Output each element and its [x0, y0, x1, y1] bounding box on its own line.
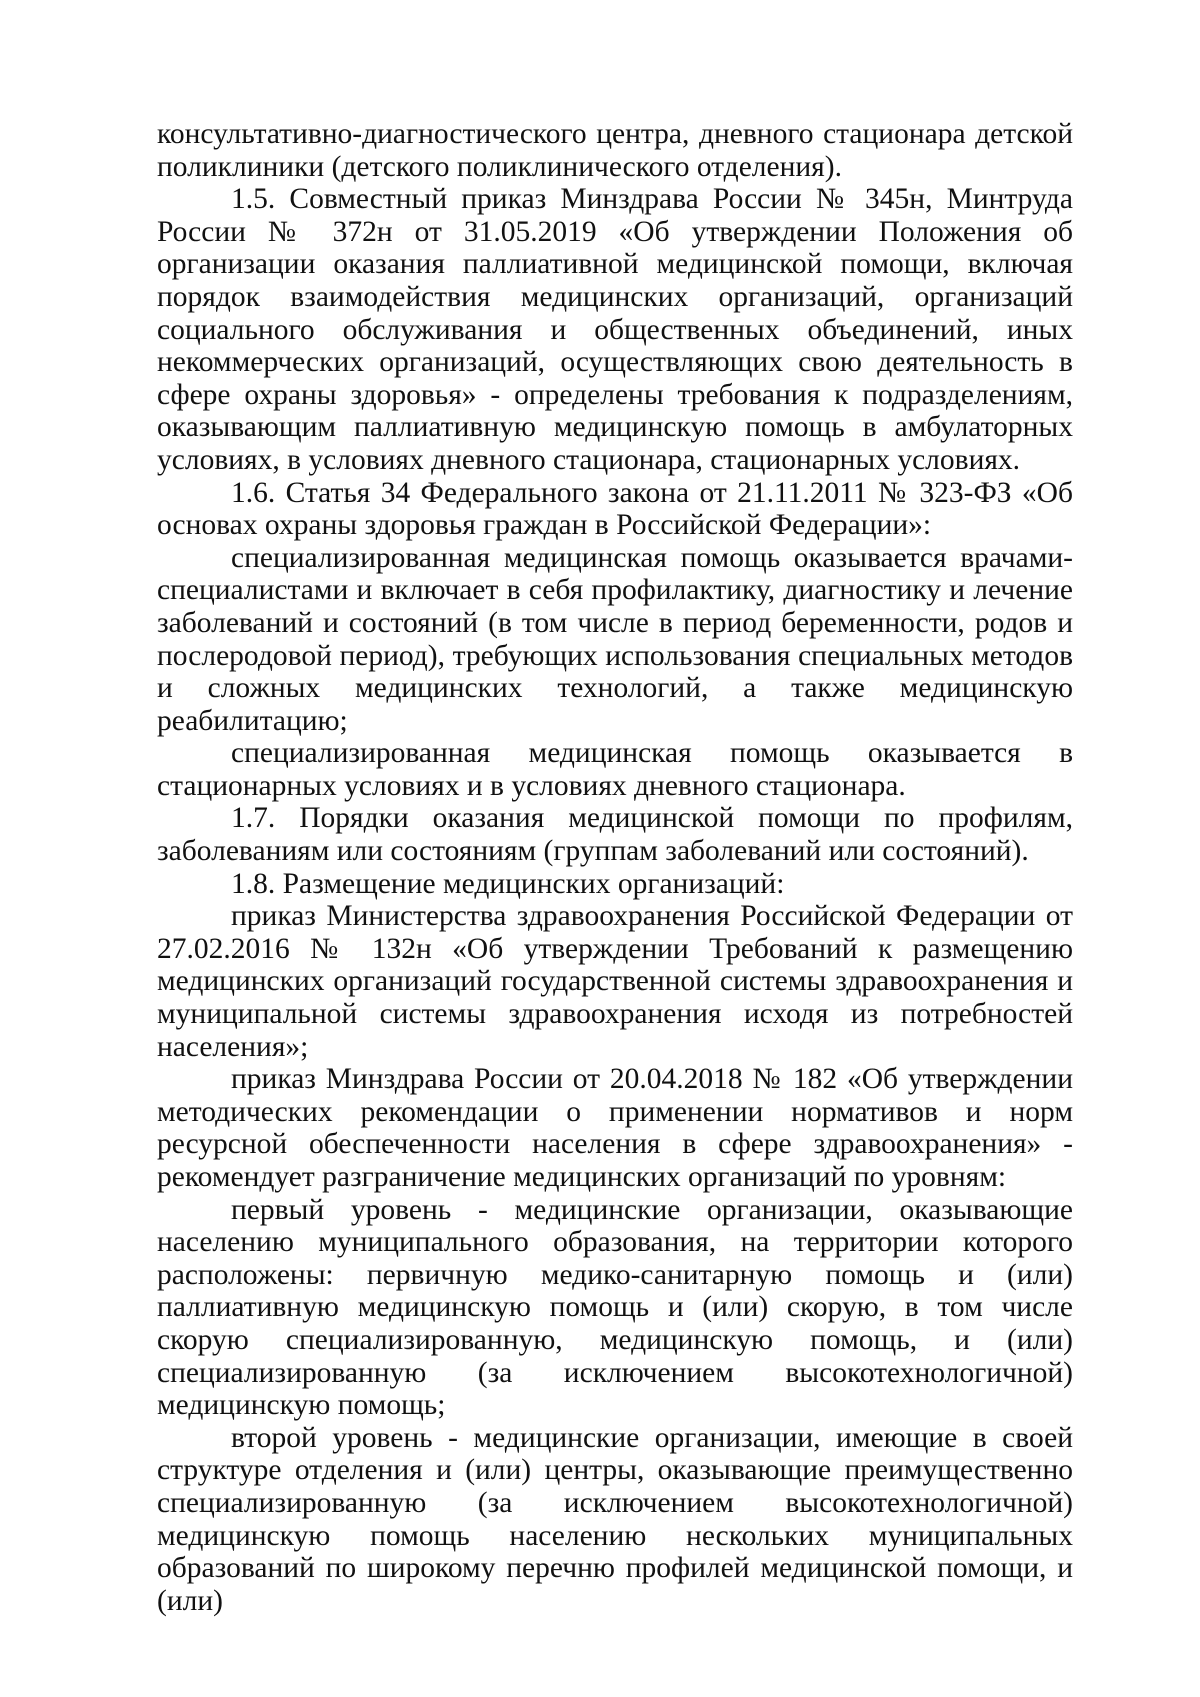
paragraph-specialized-care-conditions: специализированная медицинская помощь оказывается в стационарных условиях и в условиях дневного стационара.: [157, 737, 1073, 802]
paragraph-order-132n: приказ Министерства здравоохранения Российской Федерации от 27.02.2016 № 132н «Об утверждении Требований к размещению медицинских организаций государственной системы здравоохранения и муниципальной системы здравоохранения исходя из потребностей населения»;: [157, 900, 1073, 1063]
paragraph-second-level: второй уровень - медицинские организации, имеющие в своей структуре отделения и (или) центры, оказывающие преимущественно специализированную (за исключением высокотехнологичной) медицинскую помощь населению нескольких муниципальных образований по широкому перечню профилей медицинской помощи, и (или): [157, 1421, 1073, 1617]
paragraph-specialized-care-definition: специализированная медицинская помощь оказывается врачами-специалистами и включает в себя профилактику, диагностику и лечение заболеваний и состояний (в том числе в период беременности, родов и послеродовой период), требующих использования специальных методов и сложных медицинских технологий, а также медицинскую реабилитацию;: [157, 541, 1073, 737]
document-page: [157, 118, 1073, 1617]
paragraph-center-continuation: консультативно-диагностического центра, дневного стационара детской поликлиники (детского поликлинического отделения).: [157, 118, 1073, 183]
paragraph-1-8: 1.8. Размещение медицинских организаций:: [231, 867, 785, 900]
paragraph-1-6: 1.6. Статья 34 Федерального закона от 21.11.2011 № 323-ФЗ «Об основах охраны здоровья граждан в Российской Федерации»:: [157, 476, 1073, 542]
paragraph-1-5: 1.5. Совместный приказ Минздрава России № 345н, Минтруда России № 372н от 31.05.2019 «Об утверждении Положения об организации оказания паллиативной медицинской помощи, включая порядок взаимодействия медицинских организаций, организаций социального обслуживания и общественных объединений, иных некоммерческих организаций, осуществляющих свою деятельность в сфере охраны здоровья» - определены требования к подразделениям, оказывающим паллиативную медицинскую помощь в амбулаторных условиях, в условиях дневного стационара, стационарных условиях.: [157, 183, 1073, 476]
paragraph-order-182: приказ Минздрава России от 20.04.2018 № 182 «Об утверждении методических рекомендации о применении нормативов и норм ресурсной обеспеченности населения в сфере здравоохранения» - рекомендует разграничение медицинских организаций по уровням:: [157, 1063, 1073, 1193]
paragraph-1-7: 1.7. Порядки оказания медицинской помощи по профилям, заболеваниям или состояниям (группам заболеваний или состояний).: [157, 802, 1073, 868]
paragraph-first-level: первый уровень - медицинские организации, оказывающие населению муниципального образования, на территории которого расположены: первичную медико-санитарную помощь и (или) паллиативную медицинскую помощь и (или) скорую, в том числе скорую специализированную, медицинскую помощь, и (или) специализированную (за исключением высокотехнологичной) медицинскую помощь;: [157, 1193, 1073, 1422]
